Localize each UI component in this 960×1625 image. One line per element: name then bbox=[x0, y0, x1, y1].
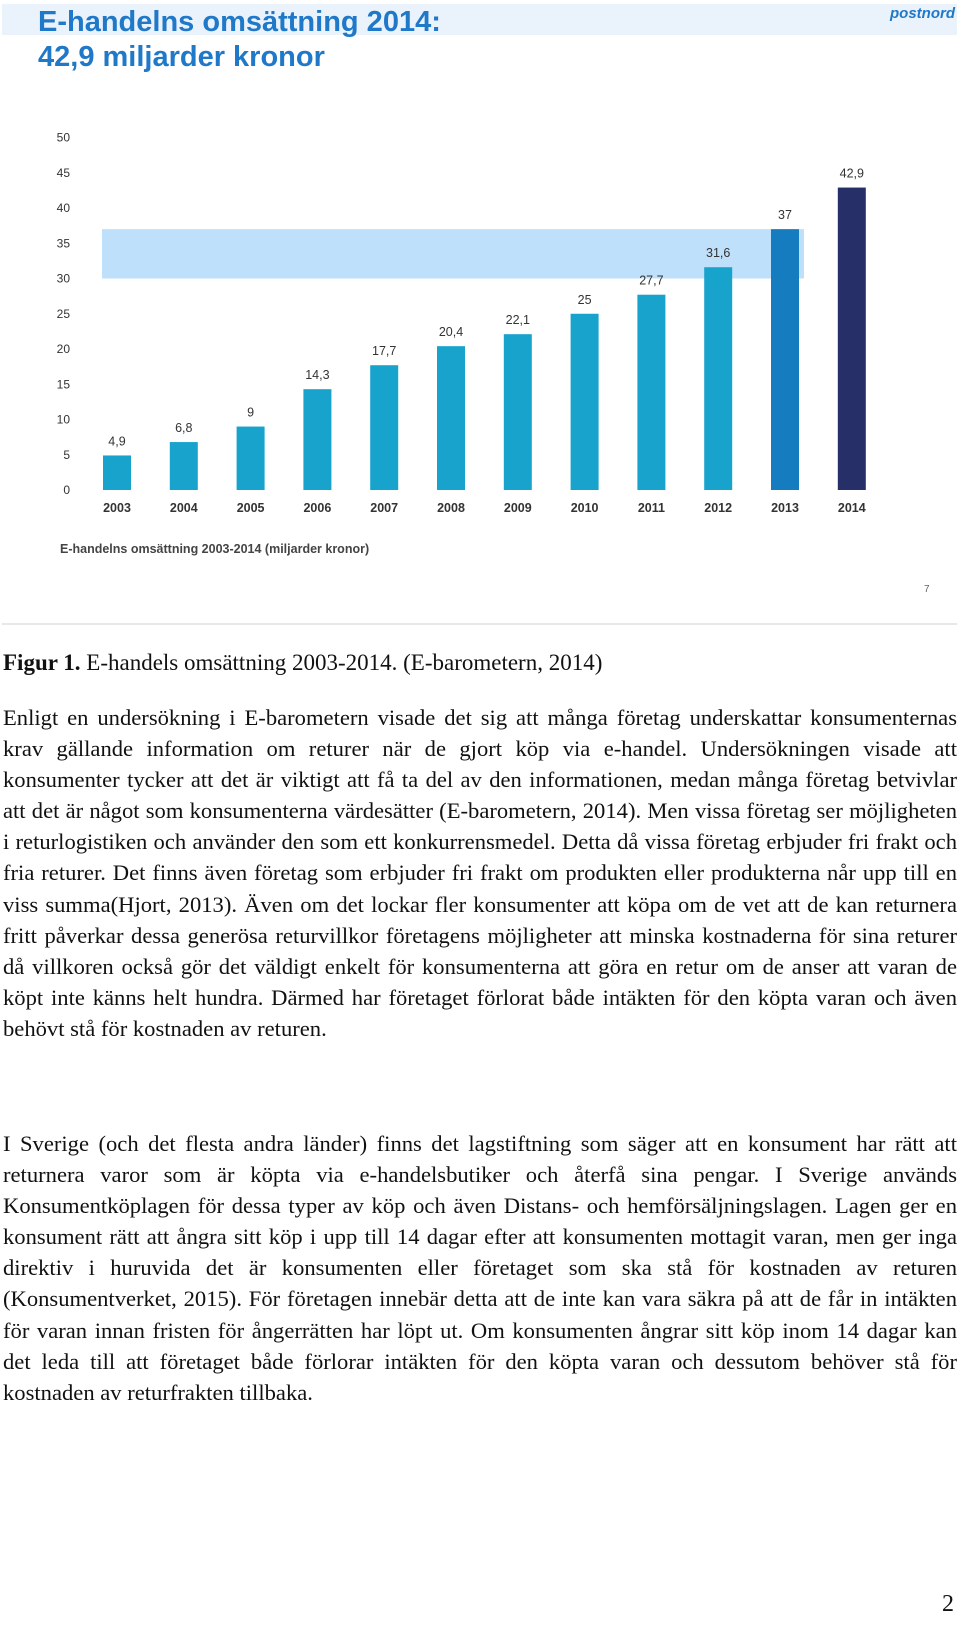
bar-value-label: 6,8 bbox=[175, 421, 193, 436]
bar bbox=[637, 295, 665, 490]
bar-value-label: 27,7 bbox=[639, 273, 664, 288]
bar bbox=[370, 365, 398, 490]
bar bbox=[771, 229, 799, 490]
bar-chart bbox=[0, 0, 960, 625]
x-tick-label: 2003 bbox=[103, 501, 131, 515]
bar-value-label: 42,9 bbox=[839, 166, 864, 181]
y-tick-label: 20 bbox=[56, 342, 70, 356]
x-tick-label: 2011 bbox=[637, 501, 665, 515]
x-tick-label: 2007 bbox=[370, 501, 399, 515]
figure-caption-text: E-handels omsättning 2003-2014. (E-barometern, 2014) bbox=[80, 650, 603, 675]
body-paragraph-2: I Sverige (och det flesta andra länder) finns det lagstiftning som säger att en konsument har rätt att returnera varor som är köpta via e-handelsbutiker och återfå sina pengar. I Sverige används Konsumentköplagen för dessa typer av köp och även Distans- och hemförsäljningslagen. Lagen ger en konsument rätt att ångra sitt köp i upp till 14 dagar efter att konsumenten mottagit varan, men ger inga direktiv i huruvida det är konsumenten eller företaget som ska stå för kostnaden av returen (Konsumentverket, 2015). För företagen innebär detta att de inte kan vara säkra på att de får in intäkten för varan innan fristen för ångerrätten har löpt ut. Om konsumenten ångrar sitt köp inom 14 dagar kan det leda till att företaget både förlorar intäkten för den köpta varan och dessutom behöver stå för kostnaden av returfrakten tillbaka. bbox=[3, 1131, 957, 1405]
bar bbox=[838, 188, 866, 490]
y-tick-label: 10 bbox=[56, 412, 70, 427]
bar-value-label: 9 bbox=[247, 405, 255, 420]
y-tick-label: 0 bbox=[63, 483, 70, 497]
slide-title-line-2: 42,9 miljarder kronor bbox=[38, 41, 325, 73]
x-tick-label: 2010 bbox=[570, 501, 599, 515]
x-tick-label: 2013 bbox=[771, 501, 799, 515]
postnord-logo: postnord bbox=[890, 5, 955, 22]
y-tick-label: 50 bbox=[56, 130, 70, 145]
bar bbox=[170, 442, 198, 490]
x-tick-label: 2005 bbox=[236, 501, 265, 515]
bar-value-label: 4,9 bbox=[108, 434, 126, 449]
x-tick-label: 2012 bbox=[704, 501, 733, 515]
y-tick-label: 25 bbox=[56, 306, 70, 321]
y-tick-label: 35 bbox=[56, 236, 70, 251]
x-tick-label: 2004 bbox=[169, 501, 198, 515]
bar bbox=[237, 427, 265, 490]
bar-value-label: 37 bbox=[778, 208, 792, 223]
x-tick-label: 2014 bbox=[837, 501, 866, 515]
slide-title-line-1: E-handelns omsättning 2014: bbox=[38, 6, 441, 38]
bar-value-label: 22,1 bbox=[505, 313, 530, 328]
y-tick-label: 45 bbox=[56, 165, 70, 180]
highlight-band bbox=[102, 229, 804, 278]
figure-caption bbox=[3, 648, 953, 678]
bar bbox=[103, 455, 131, 490]
x-axis bbox=[103, 501, 866, 515]
y-tick-label: 5 bbox=[63, 447, 70, 462]
bar bbox=[303, 389, 331, 490]
y-tick-label: 15 bbox=[56, 377, 70, 392]
bar-value-label: 17,7 bbox=[372, 344, 397, 359]
bar-value-label: 14,3 bbox=[305, 368, 330, 383]
page-number: 2 bbox=[942, 1591, 954, 1617]
bar-value-label: 31,6 bbox=[706, 246, 731, 261]
y-tick-label: 40 bbox=[56, 201, 70, 215]
x-tick-label: 2009 bbox=[503, 501, 532, 515]
bar-value-label: 20,4 bbox=[438, 325, 464, 340]
bar bbox=[437, 346, 465, 490]
bar bbox=[504, 334, 532, 490]
x-tick-label: 2006 bbox=[303, 501, 332, 515]
bar-value-label: 25 bbox=[577, 292, 592, 307]
bars bbox=[103, 167, 866, 490]
figure-caption-label: Figur 1. bbox=[3, 650, 81, 675]
figure-slide bbox=[0, 0, 960, 625]
chart-caption: E-handelns omsättning 2003-2014 (miljarder kronor) bbox=[60, 542, 370, 556]
bar bbox=[704, 267, 732, 490]
x-tick-label: 2008 bbox=[437, 501, 465, 515]
y-axis bbox=[57, 131, 71, 498]
slide-number: 7 bbox=[924, 584, 930, 595]
bar bbox=[571, 314, 599, 490]
y-tick-label: 30 bbox=[56, 271, 70, 286]
body-paragraph-1: Enligt en undersökning i E-barometern visade det sig att många företag underskattar konsumenternas krav gällande information om returer när de gjort köp via e-handel. Undersökningen visade att konsumenter tycker att det är viktigt att få ta del av den informationen, medan många företag betvivlar att det är något som konsumenterna värdesätter (E-barometern, 2014). Men vissa företag ser möjligheten i returlogistiken och använder den som ett konkurrensmedel. Detta då vissa företag erbjuder fri frakt och fria returer. Det finns även företag som erbjuder fri frakt om produkten eller produkterna når upp till en viss summa(Hjort, 2013). Även om det lockar fler konsumenter att köpa om de vet att de kan returnera fritt påverkar dessa generösa returvillkor företagens möjligheter att minska kostnaderna för sina returer då villkoren också gör det väldigt enkelt för konsumenterna att göra en retur om de anser att varan de köpt inte känns helt hundra. Därmed har företaget förlorat både intäkten för den köpta varan och även behövt stå för kostnaden av returen. bbox=[3, 705, 957, 1041]
